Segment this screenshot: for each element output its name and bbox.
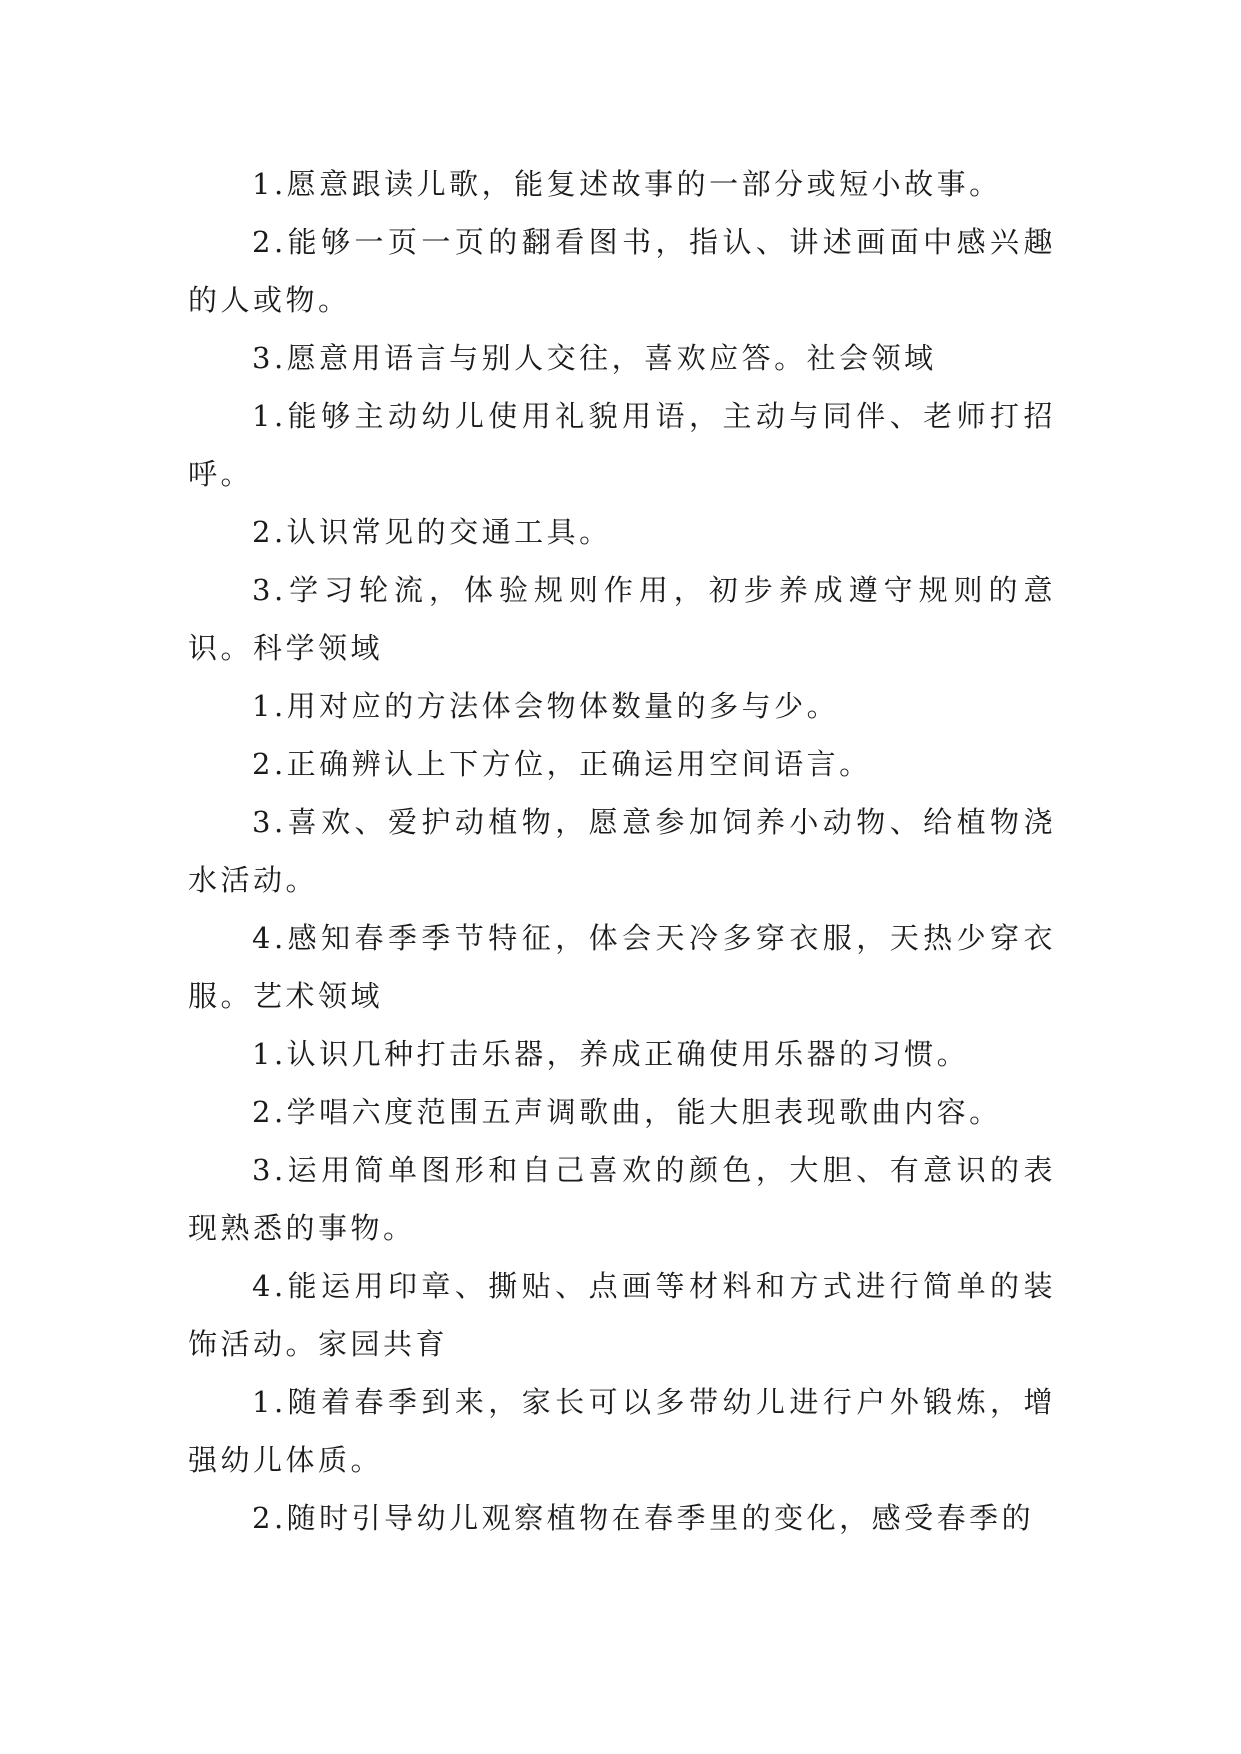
paragraph-language-2: 2.能够一页一页的翻看图书，指认、讲述画面中感兴趣的人或物。 (188, 225, 1056, 317)
paragraph-language-3: 3.愿意用语言与别人交往，喜欢应答。社会领域 (252, 341, 937, 375)
paragraph-art-4: 4.能运用印章、撕贴、点画等材料和方式进行简单的装饰活动。家园共育 (188, 1269, 1056, 1361)
paragraph-social-3: 3.学习轮流，体验规则作用，初步养成遵守规则的意识。科学领域 (188, 573, 1056, 665)
paragraph-social-1: 1.能够主动幼儿使用礼貌用语，主动与同伴、老师打招呼。 (188, 399, 1056, 491)
paragraph-language-1: 1.愿意跟读儿歌，能复述故事的一部分或短小故事。 (252, 167, 1002, 201)
paragraph-home-1: 1.随着春季到来，家长可以多带幼儿进行户外锻炼，增强幼儿体质。 (188, 1385, 1056, 1477)
document-body (188, 155, 1056, 1547)
paragraph-social-2: 2.认识常见的交通工具。 (252, 515, 612, 549)
paragraph-science-1: 1.用对应的方法体会物体数量的多与少。 (252, 689, 840, 723)
paragraph-home-2: 2.随时引导幼儿观察植物在春季里的变化，感受春季的 (252, 1501, 1035, 1535)
paragraph-science-3: 3.喜欢、爱护动植物，愿意参加饲养小动物、给植物浇水活动。 (188, 805, 1056, 897)
paragraph-art-3: 3.运用简单图形和自己喜欢的颜色，大胆、有意识的表现熟悉的事物。 (188, 1153, 1056, 1245)
paragraph-science-4: 4.感知春季季节特征，体会天冷多穿衣服，天热少穿衣服。艺术领域 (188, 921, 1056, 1013)
paragraph-art-2: 2.学唱六度范围五声调歌曲，能大胆表现歌曲内容。 (252, 1095, 1002, 1129)
paragraph-art-1: 1.认识几种打击乐器，养成正确使用乐器的习惯。 (252, 1037, 970, 1071)
paragraph-science-2: 2.正确辨认上下方位，正确运用空间语言。 (252, 747, 872, 781)
